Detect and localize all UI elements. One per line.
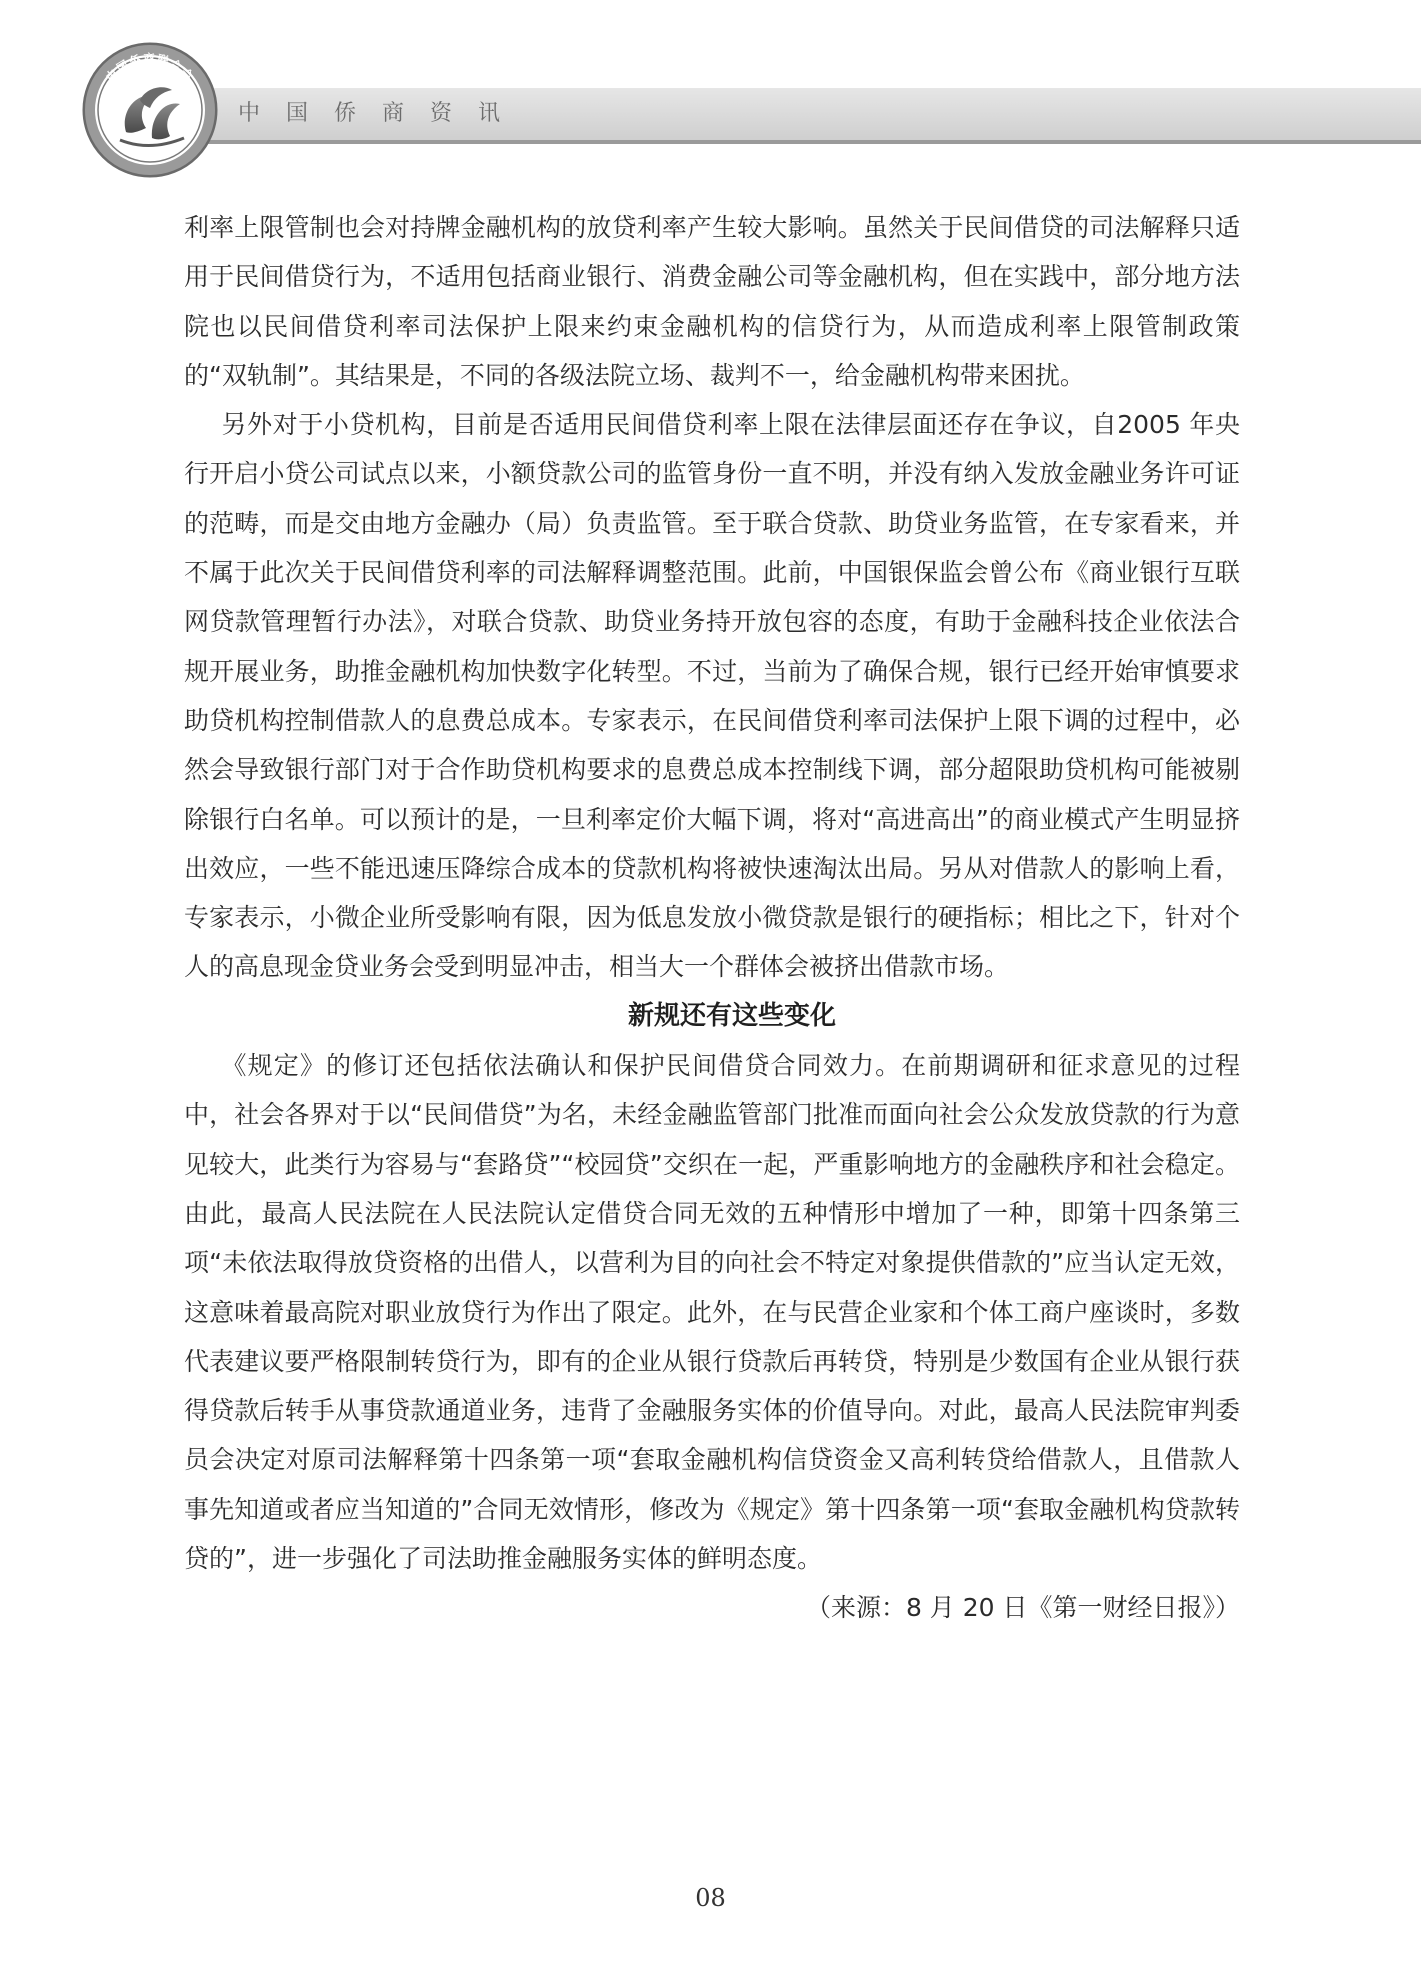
article-body <box>184 203 1240 1633</box>
page-number: 08 <box>695 1884 726 1912</box>
paragraph-1: 利率上限管制也会对持牌金融机构的放贷利率产生较大影响。虽然关于民间借贷的司法解释只适用于民间借贷行为，不适用包括商业银行、消费金融公司等金融机构，但在实践中，部分地方法院也以民间借贷利率司法保护上限来约束金融机构的信贷行为，从而造成利率上限管制政策的“双轨制”。其结果是，不同的各级法院立场、裁判不一，给金融机构带来困扰。 <box>184 213 1240 390</box>
magazine-title: 中国侨商资讯 <box>238 101 527 126</box>
source-citation: （来源：8 月 20 日《第一财经日报》） <box>805 1593 1240 1623</box>
emblem-arc-text: 中国侨商联合会 <box>103 52 197 84</box>
paragraph-3 <box>184 1041 1240 1623</box>
section-paragraph-text: 《规定》的修订还包括依法确认和保护民间借贷合同效力。在前期调研和征求意见的过程中，社会各界对于以“民间借贷”为名，未经金融监管部门批准而面向社会公众发放贷款的行为意见较大，此类行为容易与“套路贷”“校园贷”交织在一起，严重影响地方的金融秩序和社会稳定。由此，最高人民法院在人民法院认定借贷合同无效的五种情形中增加了一种，即第十四条第三项“未依法取得放贷资格的出借人，以营利为目的向社会不特定对象提供借款的”应当认定无效，这意味着最高院对职业放贷行为作出了限定。此外，在与民营企业家和个体工商户座谈时，多数代表建议要严格限制转贷行为，即有的企业从银行贷款后再转贷，特别是少数国有企业从银行获得贷款后转手从事贷款通道业务，违背了金融服务实体的价值导向。对此，最高人民法院审判委员会决定对原司法解释第十四条第一项“套取金融机构信贷资金又高利转贷给借款人，且借款人事先知道或者应当知道的”合同无效情形，修改为《规定》第十四条第一项“套取金融机构贷款转贷的”，进一步强化了司法助推金融服务实体的鲜明态度。 <box>184 1051 1240 1574</box>
lotus-emblem-icon <box>80 40 220 180</box>
paragraph-2: 另外对于小贷机构，目前是否适用民间借贷利率上限在法律层面还存在争议，自2005 年央行开启小贷公司试点以来，小额贷款公司的监管身份一直不明，并没有纳入发放金融业务许可证的范畴，而是交由地方金融办（局）负责监管。至于联合贷款、助贷业务监管，在专家看来，并不属于此次关于民间借贷利率的司法解释调整范围。此前，中国银保监会曾公布《商业银行互联网贷款管理暂行办法》，对联合贷款、助贷业务持开放包容的态度，有助于金融科技企业依法合规开展业务，助推金融机构加快数字化转型。不过，当前为了确保合规，银行已经开始审慎要求助贷机构控制借款人的息费总成本。专家表示，在民间借贷利率司法保护上限下调的过程中，必然会导致银行部门对于合作助贷机构要求的息费总成本控制线下调，部分超限助贷机构可能被剔除银行白名单。可以预计的是，一旦利率定价大幅下调，将对“高进高出”的商业模式产生明显挤出效应，一些不能迅速压降综合成本的贷款机构将被快速淘汰出局。另从对借款人的影响上看，专家表示，小微企业所受影响有限，因为低息发放小微贷款是银行的硬指标；相比之下，针对个人的高息现金贷业务会受到明显冲击，相当大一个群体会被挤出借款市场。 <box>184 410 1240 982</box>
emblem-graphic <box>80 40 220 180</box>
section-heading: 新规还有这些变化 <box>627 1000 836 1031</box>
